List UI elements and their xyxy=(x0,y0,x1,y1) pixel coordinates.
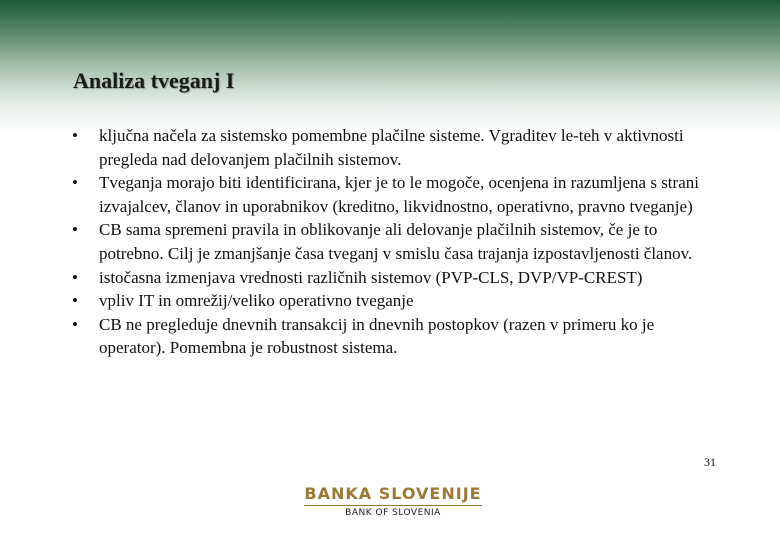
bullet-item xyxy=(72,289,722,313)
page-number: 31 xyxy=(704,455,716,469)
bullet-list xyxy=(72,124,722,360)
bullet-item xyxy=(72,171,722,218)
logo-main-text: BANKA SLOVENIJE xyxy=(304,484,482,503)
slide-title: Analiza tveganj I xyxy=(73,68,235,93)
bullet-text: ključna načela za sistemsko pomembne plačilne sisteme. Vgraditev le-teh v aktivnosti pregleda nad delovanjem plačilnih sistemov. xyxy=(99,126,684,169)
bullet-icon: • xyxy=(72,314,78,334)
bullet-icon: • xyxy=(72,291,78,311)
bullet-item xyxy=(72,218,722,265)
bullet-text: Tveganja morajo biti identificirana, kjer je to le mogoče, ocenjena in razumljena s strani izvajalcev, članov in uporabnikov (kreditno, likvidnostno, operativno, pravno tveganje) xyxy=(99,173,699,216)
bullet-icon: • xyxy=(72,220,78,240)
bullet-icon: • xyxy=(72,173,78,193)
bullet-text: CB ne pregleduje dnevnih transakcij in dnevnih postopkov (razen v primeru ko je operator). Pomembna je robustnost sistema. xyxy=(99,314,655,358)
logo-divider xyxy=(304,505,482,506)
bullet-item xyxy=(72,124,722,171)
bullet-text: istočasna izmenjava vrednosti različnih sistemov (PVP-CLS, DVP/VP-CREST) xyxy=(99,267,643,287)
bullet-icon: • xyxy=(72,267,78,287)
bank-logo xyxy=(298,484,488,519)
logo-sub-text: BANK OF SLOVENIA xyxy=(345,508,441,518)
bullet-item xyxy=(72,266,722,290)
bullet-item xyxy=(72,313,722,360)
bullet-text: vpliv IT in omrežij/veliko operativno tveganje xyxy=(99,291,414,311)
bullet-icon: • xyxy=(72,126,78,145)
bullet-text: CB sama spremeni pravila in oblikovanje ali delovanje plačilnih sistemov, če je to potrebno. Cilj je zmanjšanje časa tveganj v smislu časa trajanja izpostavljenosti članov. xyxy=(99,220,693,263)
